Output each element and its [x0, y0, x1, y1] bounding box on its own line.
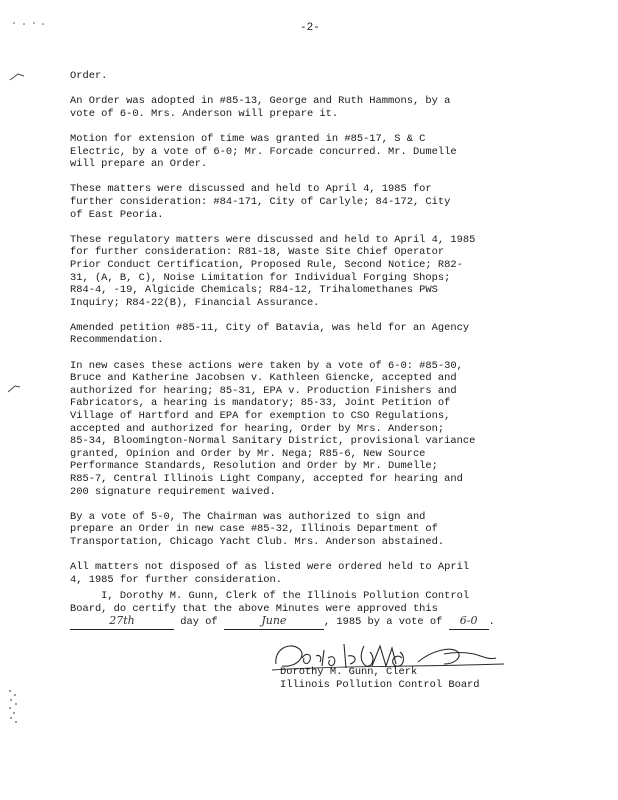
month-value: June — [261, 614, 287, 628]
day-blank — [70, 615, 174, 630]
minutes-body — [70, 70, 550, 599]
day-of-label: day of — [174, 616, 224, 629]
signatory-name: Dorothy M. Gunn, Clerk — [280, 666, 418, 678]
signature-block — [280, 666, 480, 691]
paragraph-order: Order. — [70, 70, 108, 82]
certification — [70, 590, 550, 630]
paragraph-regulatory: These regulatory matters were discussed and held to April 4, 1985 for further consideration: R81-18, Waste Site Chief Operator Prior Conduct Certification, Proposed Rule, Second Notice; R82- 31, (A, B, C), Noise Limitation for Individual Forging Shops; R84-4, -19, Algicide Chemicals; R84-12, Trihalomethanes PWS Inquiry; R84-22(B), Financial Assurance. — [70, 233, 476, 309]
paragraph-chairman: By a vote of 5-0, The Chairman was authorized to sign and prepare an Order in new case #85-32, Illinois Department of Transportation, Chicago Yacht Club. Mrs. Anderson abstained. — [70, 510, 445, 548]
paragraph-held-april: All matters not disposed of as listed were ordered held to April 4, 1985 for further consideration. — [70, 561, 470, 586]
year-text: , 1985 by a vote of — [323, 616, 449, 629]
paragraph-hammons: An Order was adopted in #85-13, George and Ruth Hammons, by a vote of 6-0. Mrs. Anderson will prepare it. — [70, 95, 451, 120]
certification-line-1: I, Dorothy M. Gunn, Clerk of the Illinois Pollution Control — [70, 590, 470, 602]
vote-blank — [449, 615, 489, 630]
paragraph-held-matters: These matters were discussed and held to April 4, 1985 for further consideration: #84-171, City of Carlyle; 84-172, City of East Peoria. — [70, 183, 451, 221]
day-value: 27th — [109, 614, 135, 628]
paragraph-extension: Motion for extension of time was granted in #85-17, S & C Electric, by a vote of 6-0; Mr. Forcade concurred. Mr. Dumelle will prepare an Order. — [70, 132, 457, 171]
certification-line-3 — [70, 615, 550, 630]
month-blank — [224, 615, 324, 630]
margin-tick-mark-2 — [6, 382, 26, 396]
margin-tick-mark — [8, 70, 28, 84]
paragraph-batavia: Amended petition #85-11, City of Batavia, was held for an Agency Recommendation. — [70, 321, 470, 347]
vote-value: 6-0 — [459, 614, 478, 628]
page-number: -2- — [300, 22, 320, 34]
certification-end: . — [488, 616, 495, 629]
paragraph-new-cases: In new cases these actions were taken by a vote of 6-0: #85-30, Bruce and Katherine Jacobsen v. Kathleen Giencke, accepted and authorized for hearing; 85-31, EPA v. Production Finishers and Fabricators, a hearing is mandatory; 85-33, Joint Petition of Village of Hartford and EPA for exemption to CSO Regulations, accepted and authorized for hearing, Order by Mrs. Anderson; 85-34, Bloomington-Normal Sanitary District, provisional variance granted, Opinion and Order by Mr. Nega; R85-6, New Source Performance Standards, Resolution and Order by Mr. Dumelle; R85-7, Central Illinois Light Company, accepted for hearing and 200 signature requirement waived. — [70, 359, 476, 498]
scan-mark-top-left — [8, 18, 48, 28]
signatory-title: Illinois Pollution Control Board — [280, 678, 480, 691]
punch-hole-artifact — [6, 688, 20, 728]
certification-line-2: Board, do certify that the above Minutes were approved this — [70, 602, 438, 615]
